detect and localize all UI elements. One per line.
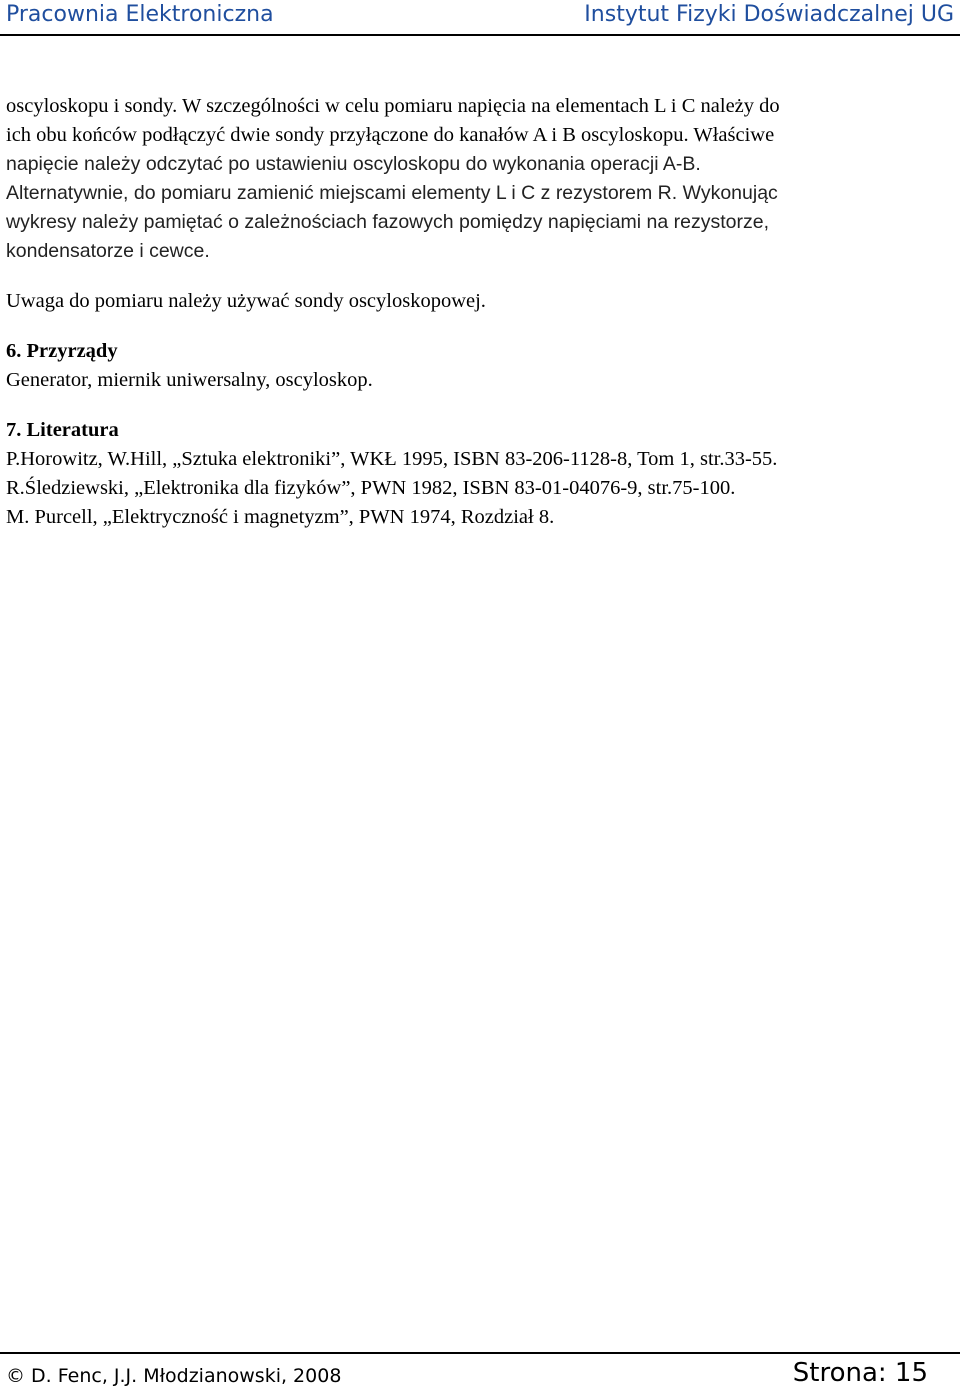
page-content <box>6 92 956 532</box>
paragraph-measurement <box>6 92 956 266</box>
header-right-title: Instytut Fizyki Doświadczalnej UG <box>584 2 954 27</box>
page-number: Strona: 15 <box>792 1358 928 1388</box>
section-heading-instruments: 6. Przyrządy <box>6 340 118 362</box>
text-line: Alternatywnie, do pomiaru zamienić miejscami elementy L i C z rezystorem R. Wykonując <box>6 182 778 204</box>
text-line: kondensatorze i cewce. <box>6 240 210 262</box>
text-line: ich obu końców podłączyć dwie sondy przyłączone do kanałów A i B oscyloskopu. Właściwe <box>6 124 775 146</box>
text-line: napięcie należy odczytać po ustawieniu oscyloskopu do wykonania operacji A-B. <box>6 153 701 175</box>
reference-item: P.Horowitz, W.Hill, „Sztuka elektroniki”, WKŁ 1995, ISBN 83-206-1128-8, Tom 1, str.33-55. <box>6 448 778 470</box>
text-line: wykresy należy pamiętać o zależnościach fazowych pomiędzy napięciami na rezystorze, <box>6 211 770 233</box>
footer-divider <box>0 1352 960 1354</box>
note-text: Uwaga do pomiaru należy używać sondy oscyloskopowej. <box>6 290 486 312</box>
text-line: oscyloskopu i sondy. W szczególności w celu pomiaru napięcia na elementach L i C należy do <box>6 95 780 117</box>
header-divider <box>0 34 960 36</box>
reference-item: R.Śledziewski, „Elektronika dla fizyków”, PWN 1982, ISBN 83-01-04076-9, str.75-100. <box>6 477 736 499</box>
header-left-title: Pracownia Elektroniczna <box>6 2 274 27</box>
footer-copyright: © D. Fenc, J.J. Młodzianowski, 2008 <box>6 1365 342 1387</box>
reference-item: M. Purcell, „Elektryczność i magnetyzm”, PWN 1974, Rozdział 8. <box>6 506 555 528</box>
page-footer <box>0 1352 960 1393</box>
section-heading-literature: 7. Literatura <box>6 419 119 441</box>
page-header <box>0 0 960 36</box>
instruments-text: Generator, miernik uniwersalny, oscyloskop. <box>6 369 373 391</box>
